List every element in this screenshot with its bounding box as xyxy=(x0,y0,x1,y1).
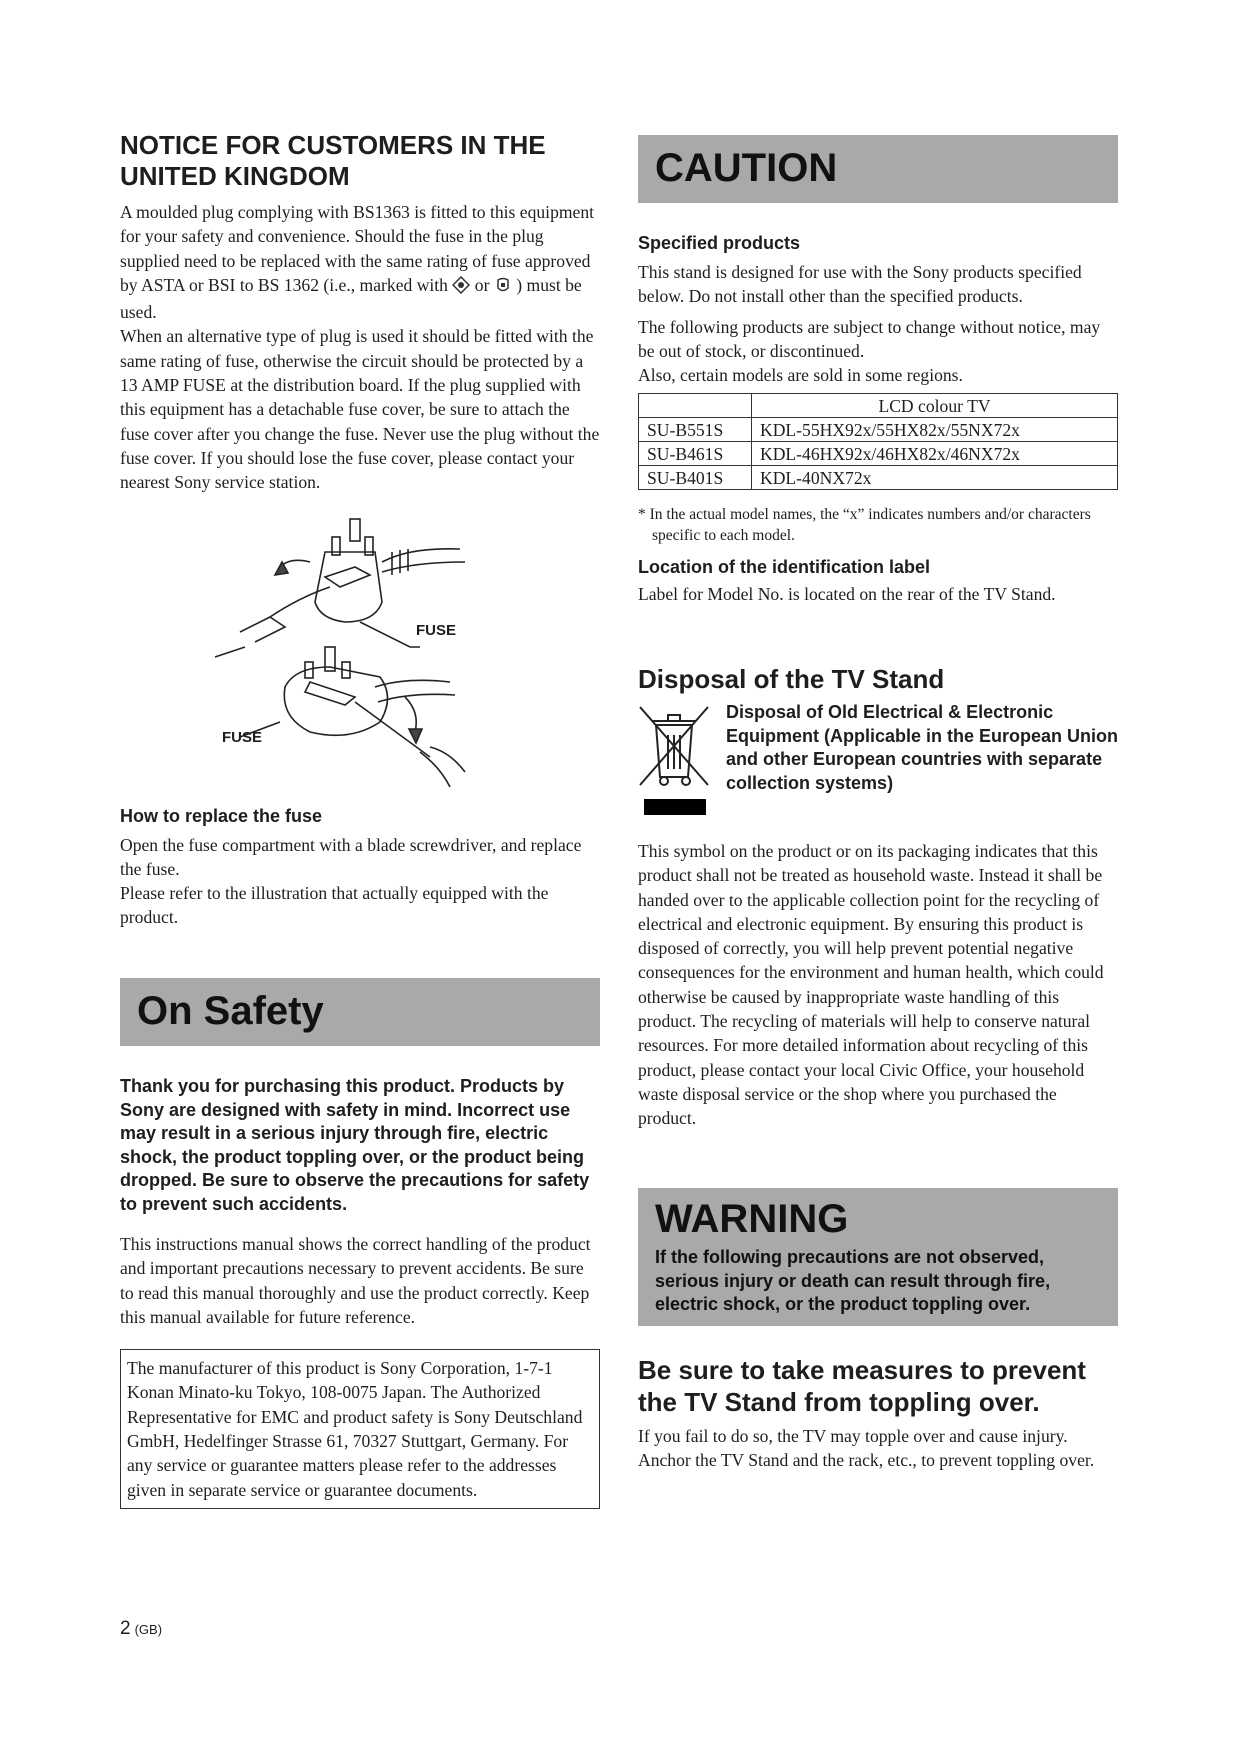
disposal-section xyxy=(638,663,1118,1131)
replace-fuse-text-1: Open the fuse compartment with a blade screwdriver, and replace the fuse. xyxy=(120,834,582,879)
stand-model-cell: SU-B461S xyxy=(639,442,752,466)
model-table-header-empty xyxy=(639,394,752,418)
on-safety-content xyxy=(120,1075,600,1509)
model-footnote: * In the actual model names, the “x” indicates numbers and/or characters specific to each model. xyxy=(638,506,1091,545)
on-safety-banner xyxy=(120,978,600,1046)
page-number: 2 xyxy=(120,1618,131,1639)
uk-notice-para1-b: ) must be used. xyxy=(120,274,582,323)
manufacturer-box xyxy=(120,1349,600,1509)
warning-title: WARNING xyxy=(655,1197,849,1241)
warning-subtitle: If the following precautions are not observed, serious injury or death can result through fire, electric shock, or the product toppling over. xyxy=(655,1247,1051,1314)
plug-fuse-diagram xyxy=(120,507,600,797)
stand-model-cell: SU-B551S xyxy=(639,418,752,442)
table-row xyxy=(639,418,1118,442)
weee-block xyxy=(638,701,1118,829)
left-column xyxy=(120,130,600,930)
table-row xyxy=(639,466,1118,490)
table-row xyxy=(639,442,1118,466)
replace-fuse-heading: How to replace the fuse xyxy=(120,805,323,826)
fuse-illustration xyxy=(120,507,600,797)
caution-banner xyxy=(638,135,1118,203)
toppling-section xyxy=(638,1354,1118,1473)
caution-content xyxy=(638,232,1118,607)
specified-products-text: This stand is designed for use with the Sony products specified below. Do not install other than the specified products. xyxy=(638,262,1082,307)
identification-label-text: Label for Model No. is located on the rear of the TV Stand. xyxy=(638,584,1056,605)
on-safety-title: On Safety xyxy=(137,989,324,1033)
weee-title: Disposal of Old Electrical & Electronic Equipment (Applicable in the European Union and other European countries with separate collection systems) xyxy=(726,702,1119,793)
fuse-label-top: FUSE xyxy=(416,621,457,639)
uk-notice-para1-a: A moulded plug complying with BS1363 is fitted to this equipment for your safety and convenience. Should the fuse in the plug supplied need to be replaced with the same rating of fuse approved by ASTA or BSI to BS 1362 (i.e., marked with xyxy=(120,202,595,295)
model-table xyxy=(638,393,1118,490)
page-region: (GB) xyxy=(134,1622,163,1637)
regions-text: Also, certain models are sold in some regions. xyxy=(638,365,963,386)
page-footer xyxy=(120,1618,162,1640)
crossed-bin-icon xyxy=(638,703,710,820)
tv-model-cell: KDL-40NX72x xyxy=(752,466,1118,490)
on-safety-bold-intro: Thank you for purchasing this product. Products by Sony are designed with safety in mind. Incorrect use may result in a serious injury through fire, electric shock, the product toppling over, or the product being dropped. Be sure to observe the precautions for safety to prevent such accidents. xyxy=(120,1076,590,1214)
toppling-heading: Be sure to take measures to prevent the TV Stand from toppling over. xyxy=(638,1355,1086,1417)
disposal-text: This symbol on the product or on its packaging indicates that this product shall not be treated as household waste. Instead it shall be handed over to the applicable collection point for the recycling of electrical and electronic equipment. By ensuring this product is disposed of correctly, you will help prevent potential negative consequences for the environment and human health, which could otherwise be caused by inappropriate waste handling of this product. The recycling of materials will help to conserve natural resources. For more detailed information about recycling of this product, please contact your local Civic Office, your household waste disposal service or the shop where you purchased the product. xyxy=(638,841,1104,1129)
uk-notice-title: NOTICE FOR CUSTOMERS IN THE UNITED KINGDOM xyxy=(120,130,546,191)
model-table-header-row xyxy=(639,394,1118,418)
manufacturer-text: The manufacturer of this product is Sony Corporation, 1-7-1 Konan Minato-ku Tokyo, 108-0075 Japan. The Authorized Representative for EMC and product safety is Sony Deutschland GmbH, Hedelfinger Strasse 61, 70327 Stuttgart, Germany. For any service or guarantee matters please refer to the addresses given in separate service or guarantee documents. xyxy=(127,1358,583,1500)
fuse-label-bottom: FUSE xyxy=(222,728,263,746)
plug-bottom-drawing xyxy=(240,647,465,787)
uk-notice-para1-or: or xyxy=(474,274,490,295)
disposal-heading: Disposal of the TV Stand xyxy=(638,664,945,694)
tv-model-cell: KDL-55HX92x/55HX82x/55NX72x xyxy=(752,418,1118,442)
bsi-mark-icon xyxy=(494,276,512,300)
warning-banner xyxy=(638,1188,1118,1326)
uk-notice-para2: When an alternative type of plug is used it should be fitted with the same rating of fuse, otherwise the circuit should be protected by a 13 AMP FUSE at the distribution board. If the plug supplied with this equipment has a detachable fuse cover, be sure to attach the fuse cover after you change the fuse. Never use the plug without the fuse cover. If you should lose the fuse cover, please contact your nearest Sony service station. xyxy=(120,326,600,493)
stand-model-cell: SU-B401S xyxy=(639,466,752,490)
replace-fuse-text-2: Please refer to the illustration that actually equipped with the product. xyxy=(120,883,549,928)
toppling-text: If you fail to do so, the TV may topple over and cause injury. Anchor the TV Stand and the rack, etc., to prevent toppling over. xyxy=(638,1426,1095,1471)
specified-products-heading: Specified products xyxy=(638,233,801,253)
asta-mark-icon xyxy=(452,276,470,300)
on-safety-body: This instructions manual shows the correct handling of the product and important precautions necessary to prevent accidents. Be sure to read this manual thoroughly and use the product correctly. Keep this manual available for future reference. xyxy=(120,1234,591,1327)
uk-notice-para1 xyxy=(120,200,600,324)
tv-model-cell: KDL-46HX92x/46HX82x/46NX72x xyxy=(752,442,1118,466)
change-notice-text: The following products are subject to change without notice, may be out of stock, or discontinued. xyxy=(638,316,1101,361)
model-table-header: LCD colour TV xyxy=(752,394,1118,418)
caution-title: CAUTION xyxy=(655,146,838,190)
identification-label-heading: Location of the identification label xyxy=(638,557,931,578)
